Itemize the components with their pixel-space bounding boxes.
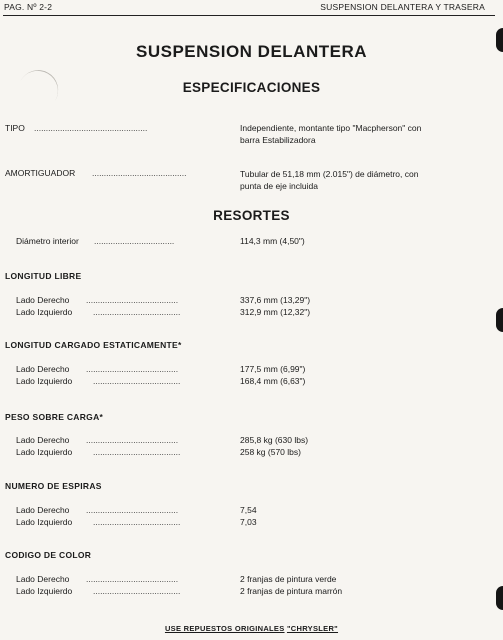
page-number: PAG. Nº 2-2 — [4, 2, 53, 12]
binder-hole-middle — [496, 308, 503, 332]
row-value: 258 kg (570 lbs) — [240, 447, 301, 457]
group-title-peso-sobre-carga: PESO SOBRE CARGA* — [5, 412, 104, 422]
row-label: Lado Izquierdo — [16, 586, 73, 596]
row-value: 177,5 mm (6,99") — [240, 364, 306, 374]
leader-dots: ................................................ — [34, 123, 148, 133]
footer-text: USE REPUESTOS ORIGINALES — [164, 624, 285, 633]
label-diametro-interior: Diámetro interior — [16, 236, 79, 246]
row-value: 285,8 kg (630 lbs) — [240, 435, 309, 445]
leader-dots: ..................................... — [93, 447, 181, 457]
value-diametro-interior: 114,3 mm (4,50") — [240, 236, 305, 246]
binder-hole-bottom — [496, 586, 503, 610]
row-label: Lado Izquierdo — [16, 447, 73, 457]
row-value: 312,9 mm (12,32") — [240, 307, 311, 317]
leader-dots: ........................................ — [92, 168, 187, 178]
section-title-resortes: RESORTES — [213, 208, 290, 223]
row-label: Lado Derecho — [16, 364, 70, 374]
group-title-longitud-libre: LONGITUD LIBRE — [5, 271, 82, 281]
row-value: 168,4 mm (6,63") — [240, 376, 306, 386]
leader-dots: ....................................... — [86, 505, 179, 515]
header-rule — [3, 15, 495, 16]
footer-brand: "CHRYSLER" — [286, 624, 339, 633]
page-subtitle: ESPECIFICACIONES — [182, 80, 321, 95]
row-label: Lado Izquierdo — [16, 376, 73, 386]
leader-dots: ..................................... — [93, 517, 181, 527]
group-title-numero-espiras: NUMERO DE ESPIRAS — [5, 481, 102, 491]
leader-dots: ....................................... — [86, 574, 179, 584]
running-header: SUSPENSION DELANTERA Y TRASERA — [320, 2, 485, 12]
group-title-codigo-color: CODIGO DE COLOR — [5, 550, 92, 560]
spec-label-tipo: TIPO — [5, 123, 25, 133]
row-value: 7,54 — [240, 505, 257, 515]
row-value: 2 franjas de pintura verde — [240, 574, 337, 584]
leader-dots: ..................................... — [93, 376, 181, 386]
spec-value-amortiguador-line2: punta de eje incluida — [240, 181, 318, 191]
leader-dots: ....................................... — [86, 435, 179, 445]
row-value: 7,03 — [240, 517, 257, 527]
row-label: Lado Derecho — [16, 505, 70, 515]
leader-dots: ....................................... — [86, 295, 179, 305]
row-label: Lado Derecho — [16, 574, 70, 584]
row-value: 2 franjas de pintura marrón — [240, 586, 343, 596]
leader-dots: ....................................... — [86, 364, 179, 374]
leader-dots: ..................................... — [93, 307, 181, 317]
row-label: Lado Izquierdo — [16, 307, 73, 317]
row-label: Lado Derecho — [16, 295, 70, 305]
leader-dots: .................................. — [94, 236, 175, 246]
spec-value-tipo-line2: barra Estabilizadora — [240, 135, 316, 145]
spec-label-amortiguador: AMORTIGUADOR — [5, 168, 76, 178]
spec-value-amortiguador-line1: Tubular de 51,18 mm (2.015") de diámetro, con — [240, 169, 419, 179]
page-title: SUSPENSION DELANTERA — [135, 42, 368, 61]
row-label: Lado Derecho — [16, 435, 70, 445]
row-label: Lado Izquierdo — [16, 517, 73, 527]
row-value: 337,6 mm (13,29") — [240, 295, 311, 305]
page-footer — [0, 624, 503, 633]
group-title-longitud-cargado: LONGITUD CARGADO ESTATICAMENTE* — [5, 340, 182, 350]
leader-dots: ..................................... — [93, 586, 181, 596]
spec-value-tipo-line1: Independiente, montante tipo "Macpherson" con — [240, 123, 422, 133]
